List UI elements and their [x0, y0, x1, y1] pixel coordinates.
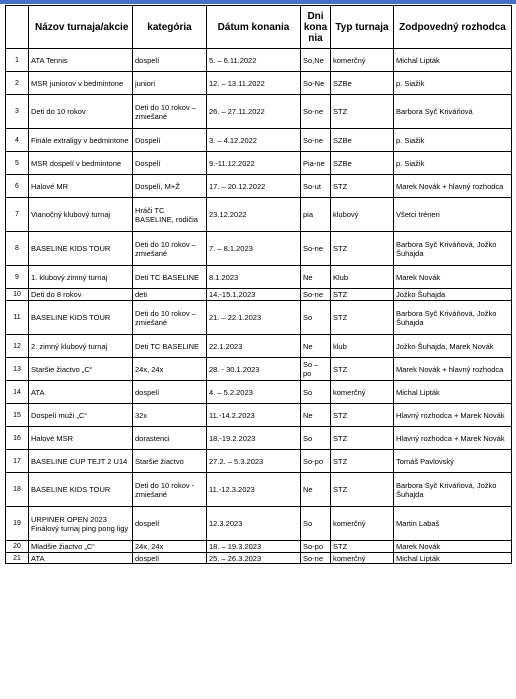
header-name: Názov turnaja/akcie	[29, 6, 133, 49]
row-type: klubový	[331, 198, 394, 232]
row-date: 9.-11.12.2022	[207, 152, 301, 175]
row-date: 21. – 22.1.2023	[207, 301, 301, 335]
row-name: Vianočný klubový turnaj	[29, 198, 133, 232]
row-number: 15	[6, 404, 29, 427]
table-row	[6, 553, 512, 564]
row-days: So – po	[301, 358, 331, 381]
row-type: SZBe	[331, 152, 394, 175]
table-row	[6, 175, 512, 198]
row-days: So-ne	[301, 289, 331, 301]
row-category: Deti do 10 rokov – zmiešané	[133, 95, 207, 129]
header-type: Typ turnaja	[331, 6, 394, 49]
row-name: Staršie žiactvo „C“	[29, 358, 133, 381]
row-date: 14.-15.1.2023	[207, 289, 301, 301]
row-days: Ne	[301, 473, 331, 507]
row-category: Deti TC BASELINE	[133, 335, 207, 358]
row-name: Halové MR	[29, 175, 133, 198]
row-name: Finále extraligy v bedmintone	[29, 129, 133, 152]
row-type: komerčný	[331, 381, 394, 404]
row-number: 16	[6, 427, 29, 450]
row-category: dospelí	[133, 507, 207, 541]
row-referee: Marek Novák	[394, 266, 512, 289]
header-referee: Zodpovedný rozhodca	[394, 6, 512, 49]
row-referee: Martin Labaš	[394, 507, 512, 541]
row-date: 17. – 20.12.2022	[207, 175, 301, 198]
row-days: So,Ne	[301, 49, 331, 72]
row-date: 27.2. – 5.3.2023	[207, 450, 301, 473]
row-date: 4. – 5.2.2023	[207, 381, 301, 404]
row-category: Deti do 10 rokov - zmiešané	[133, 473, 207, 507]
row-type: STZ	[331, 404, 394, 427]
row-category: 32x	[133, 404, 207, 427]
row-referee: p. Siažik	[394, 129, 512, 152]
row-category: Staršie žiactvo	[133, 450, 207, 473]
row-referee: Všetci tréneri	[394, 198, 512, 232]
row-type: STZ	[331, 232, 394, 266]
row-days: So-po	[301, 541, 331, 553]
row-name: 2. zimný klubový turnaj	[29, 335, 133, 358]
row-date: 18.-19.2.2023	[207, 427, 301, 450]
table-row	[6, 541, 512, 553]
row-referee: Marek Novák + hlavný rozhodca	[394, 175, 512, 198]
row-category: 24x, 24x	[133, 541, 207, 553]
table-row	[6, 232, 512, 266]
row-name: BASELINE KIDS TOUR	[29, 301, 133, 335]
row-category: dorastenci	[133, 427, 207, 450]
row-name: MSR juniorov v bedmintone	[29, 72, 133, 95]
row-type: STZ	[331, 358, 394, 381]
row-category: Deti do 10 rokov – zmiešané	[133, 301, 207, 335]
row-type: SZBe	[331, 129, 394, 152]
table-row	[6, 404, 512, 427]
top-accent-bar	[0, 0, 516, 4]
row-type: STZ	[331, 473, 394, 507]
row-category: Dospelí, M+Ž	[133, 175, 207, 198]
table-row	[6, 473, 512, 507]
row-referee: Hlavný rozhodca + Marek Novák	[394, 404, 512, 427]
row-type: STZ	[331, 289, 394, 301]
row-number: 9	[6, 266, 29, 289]
row-category: Deti TC BASELINE	[133, 266, 207, 289]
row-category: Hráči TC BASELINE, rodičia	[133, 198, 207, 232]
row-number: 1	[6, 49, 29, 72]
row-referee: Marek Novák + hlavný rozhodca	[394, 358, 512, 381]
row-days: Ne	[301, 404, 331, 427]
row-days: Ne	[301, 335, 331, 358]
row-number: 21	[6, 553, 29, 564]
row-category: dospelí	[133, 49, 207, 72]
row-date: 18. – 19.3.2023	[207, 541, 301, 553]
row-days: So	[301, 301, 331, 335]
row-referee: Marek Novák	[394, 541, 512, 553]
table-row	[6, 335, 512, 358]
header-row	[6, 6, 512, 49]
row-referee: p. Siažik	[394, 152, 512, 175]
table-row	[6, 301, 512, 335]
row-type: Klub	[331, 266, 394, 289]
row-type: komerčný	[331, 49, 394, 72]
row-number: 7	[6, 198, 29, 232]
row-type: komerčný	[331, 553, 394, 564]
row-number: 14	[6, 381, 29, 404]
row-referee: Michal Lipták	[394, 381, 512, 404]
tournament-table	[5, 5, 512, 564]
row-category: Dospelí	[133, 129, 207, 152]
table-row	[6, 95, 512, 129]
row-days: So-ne	[301, 553, 331, 564]
row-number: 19	[6, 507, 29, 541]
row-category: Deti do 10 rokov – zmiešané	[133, 232, 207, 266]
table-row	[6, 72, 512, 95]
row-name: Deti do 8 rokov	[29, 289, 133, 301]
table-row	[6, 507, 512, 541]
row-type: STZ	[331, 175, 394, 198]
row-name: Mladšie žiactvo „C“	[29, 541, 133, 553]
row-type: STZ	[331, 95, 394, 129]
table-row	[6, 198, 512, 232]
row-referee: Michal Lipták	[394, 553, 512, 564]
table-row	[6, 427, 512, 450]
row-name: Dospelí muži „C“	[29, 404, 133, 427]
row-name: URPINER OPEN 2023 Finálový turnaj ping pong ligy	[29, 507, 133, 541]
row-date: 12.3.2023	[207, 507, 301, 541]
row-number: 20	[6, 541, 29, 553]
row-referee: Barbora Syč Kriváňová, Jožko Šuhajda	[394, 473, 512, 507]
row-number: 10	[6, 289, 29, 301]
row-days: So-ne	[301, 129, 331, 152]
row-category: dospelí	[133, 553, 207, 564]
row-name: BASELINE KIDS TOUR	[29, 232, 133, 266]
row-category: Dospelí	[133, 152, 207, 175]
row-referee: Jožko Šuhajda	[394, 289, 512, 301]
row-name: Halové MSR	[29, 427, 133, 450]
row-number: 6	[6, 175, 29, 198]
table-row	[6, 381, 512, 404]
row-days: Pia-ne	[301, 152, 331, 175]
row-number: 17	[6, 450, 29, 473]
row-date: 5. – 6.11.2022	[207, 49, 301, 72]
row-days: So	[301, 381, 331, 404]
table-row	[6, 49, 512, 72]
row-number: 12	[6, 335, 29, 358]
row-date: 7. – 8.1.2023	[207, 232, 301, 266]
row-number: 2	[6, 72, 29, 95]
row-date: 23.12.2022	[207, 198, 301, 232]
row-date: 25. – 26.3.2023	[207, 553, 301, 564]
row-referee: p. Siažik	[394, 72, 512, 95]
row-type: klub	[331, 335, 394, 358]
row-type: SZBe	[331, 72, 394, 95]
row-date: 22.1.2023	[207, 335, 301, 358]
row-name: 1. klubový zimný turnaj	[29, 266, 133, 289]
row-number: 8	[6, 232, 29, 266]
row-date: 8.1.2023	[207, 266, 301, 289]
row-category: juniori	[133, 72, 207, 95]
row-days: Ne	[301, 266, 331, 289]
row-number: 18	[6, 473, 29, 507]
table-row	[6, 266, 512, 289]
row-name: ATA	[29, 381, 133, 404]
row-days: pia	[301, 198, 331, 232]
header-date: Dátum konania	[207, 6, 301, 49]
row-name: ATA Tennis	[29, 49, 133, 72]
table-row	[6, 152, 512, 175]
row-referee: Michal Lipták	[394, 49, 512, 72]
row-days: So	[301, 507, 331, 541]
row-number: 5	[6, 152, 29, 175]
row-name: BASELINE CUP TEJT 2 U14	[29, 450, 133, 473]
row-type: STZ	[331, 541, 394, 553]
table-row	[6, 358, 512, 381]
row-category: dospelí	[133, 381, 207, 404]
header-days: Dni kona nia	[301, 6, 331, 49]
row-type: STZ	[331, 301, 394, 335]
table-row	[6, 129, 512, 152]
row-type: STZ	[331, 427, 394, 450]
row-type: STZ	[331, 450, 394, 473]
row-days: So-po	[301, 450, 331, 473]
row-referee: Barbora Syč Kriváňová, Jožko Šuhajda	[394, 301, 512, 335]
row-number: 4	[6, 129, 29, 152]
row-date: 12. – 13.11.2022	[207, 72, 301, 95]
header-num	[6, 6, 29, 49]
row-type: komerčný	[331, 507, 394, 541]
row-referee: Jožko Šuhajda, Marek Novák	[394, 335, 512, 358]
row-referee: Barbora Syč Kriváňová, Jožko Šuhajda	[394, 232, 512, 266]
row-days: So-ne	[301, 95, 331, 129]
row-number: 11	[6, 301, 29, 335]
row-name: MSR dospelí v bedmintone	[29, 152, 133, 175]
row-name: BASELINE KIDS TOUR	[29, 473, 133, 507]
row-referee: Barbora Syč Kriváňová	[394, 95, 512, 129]
row-name: Deti do 10 rokov	[29, 95, 133, 129]
header-category: kategória	[133, 6, 207, 49]
row-date: 11.-14.2.2023	[207, 404, 301, 427]
row-days: So-Ne	[301, 72, 331, 95]
row-date: 28. - 30.1.2023	[207, 358, 301, 381]
row-days: So-ne	[301, 232, 331, 266]
table-row	[6, 289, 512, 301]
row-number: 13	[6, 358, 29, 381]
row-category: 24x, 24x	[133, 358, 207, 381]
row-days: So-ut	[301, 175, 331, 198]
row-name: ATA	[29, 553, 133, 564]
row-date: 26. – 27.11.2022	[207, 95, 301, 129]
row-date: 3. – 4.12.2022	[207, 129, 301, 152]
row-referee: Tomáš Pavlovský	[394, 450, 512, 473]
row-date: 11.-12.3.2023	[207, 473, 301, 507]
row-number: 3	[6, 95, 29, 129]
row-category: deti	[133, 289, 207, 301]
row-referee: Hlavný rozhodca + Marek Novák	[394, 427, 512, 450]
row-days: So	[301, 427, 331, 450]
table-row	[6, 450, 512, 473]
